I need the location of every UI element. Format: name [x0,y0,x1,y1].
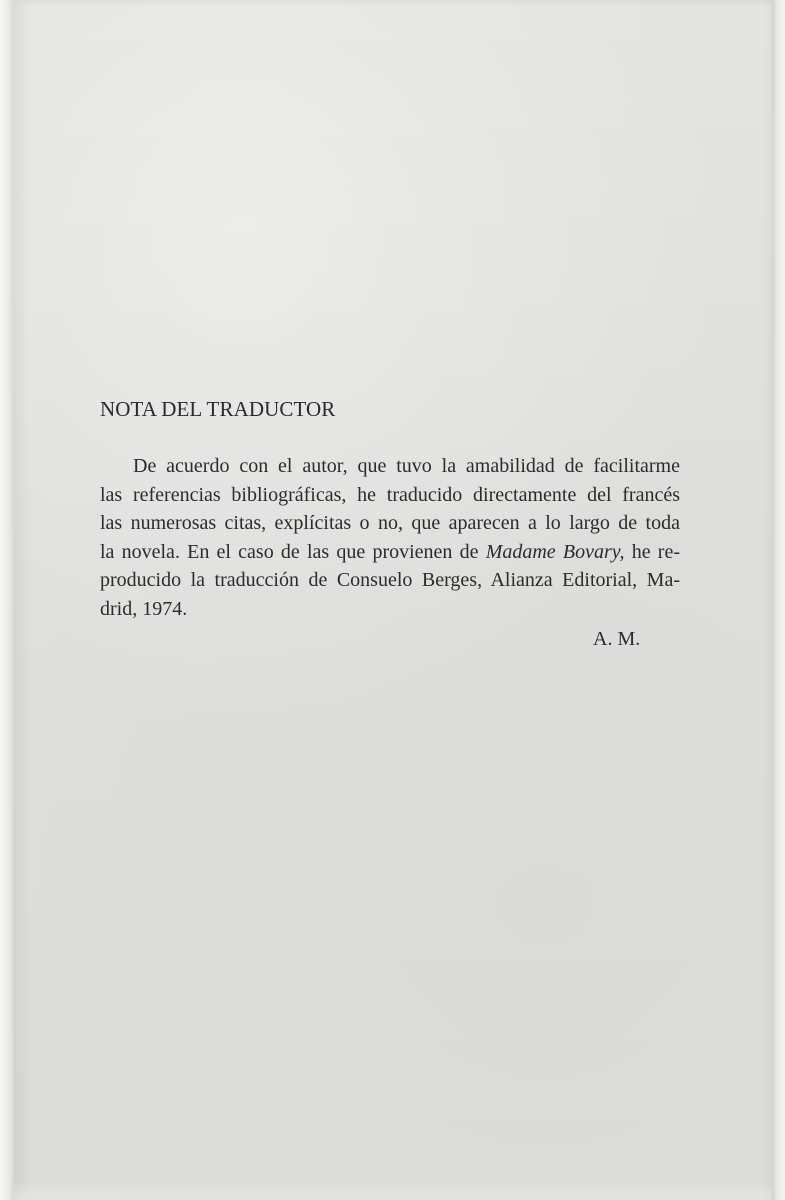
note-line-4-end: he re- [624,540,680,563]
bottom-page-edge [14,1182,772,1200]
note-line-3: las numerosas citas, explícitas o no, que aparecen a lo largo de toda [100,512,680,534]
translator-note-body [100,452,680,623]
note-line-1: De acuerdo con el autor, que tuvo la amabilidad de facilitarme [133,455,680,477]
note-line-4 [100,538,680,567]
page-title: NOTA DEL TRADUCTOR [100,397,336,421]
left-page-edge [0,0,14,1200]
book-title-madame-bovary: Madame Bovary, [485,540,625,563]
note-line-5: producido la traducción de Consuelo Berges, Alianza Editorial, Ma- [100,569,680,591]
translator-signature: A. M. [593,628,641,650]
right-page-edge [772,0,785,1200]
page [14,0,772,1200]
note-line-4-start: la novela. En el caso de las que provienen de [100,540,486,563]
note-line-6: drid, 1974. [100,597,188,620]
note-line-2: las referencias bibliográficas, he traducido directamente del francés [100,483,680,506]
